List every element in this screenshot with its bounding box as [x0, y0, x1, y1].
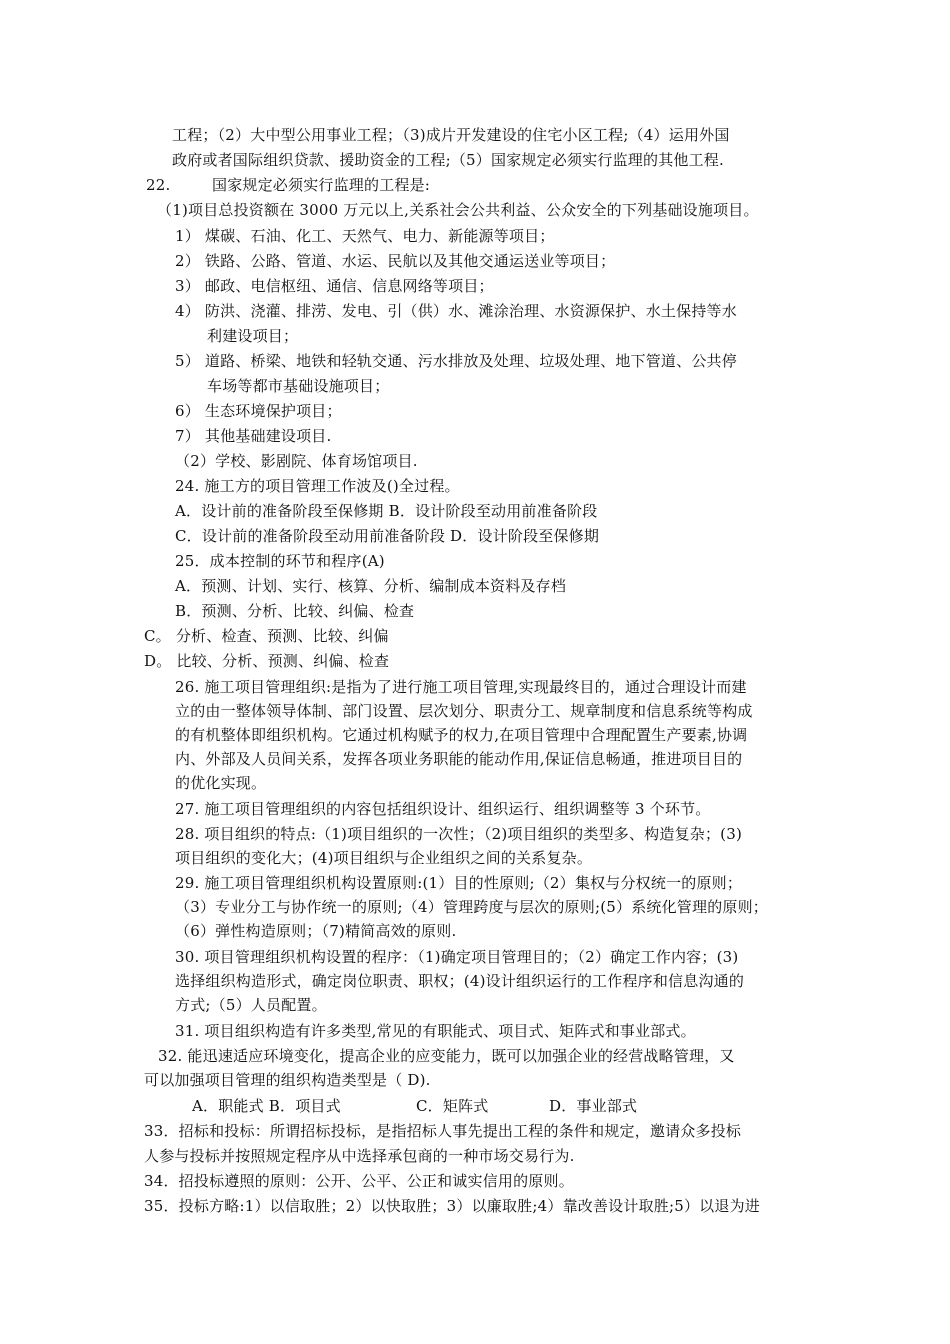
answer-option: B．预测、分析、比较、纠偏、检查 — [175, 602, 415, 620]
text-line: 工程；（2）大中型公用事业工程；（3)成片开发建设的住宅小区工程;（4）运用外国 — [172, 126, 730, 144]
text-line: （2）学校、影剧院、体育场馆项目. — [175, 452, 418, 470]
list-item: 5） 道路、桥梁、地铁和轻轨交通、污水排放及处理、垃圾处理、地下管道、公共停 — [175, 352, 737, 370]
answer-option: D。 比较、分析、预测、纠偏、检查 — [144, 652, 390, 670]
text-line: 选择组织构造形式，确定岗位职责、职权；(4)设计组织运行的工作程序和信息沟通的 — [175, 972, 745, 990]
list-item: 7） 其他基础建设项目. — [175, 427, 332, 445]
list-item: 4） 防洪、浇灌、排涝、发电、引（供）水、滩涂治理、水资源保护、水土保持等水 — [175, 302, 737, 320]
answer-option: C．矩阵式 — [416, 1097, 489, 1115]
text-line: 35．投标方略:1）以信取胜；2）以快取胜；3）以廉取胜;4）靠改善设计取胜;5）以退为进 — [144, 1197, 760, 1215]
text-line: 的优化实现。 — [175, 774, 267, 792]
text-line: 项目组织的变化大；(4)项目组织与企业组织之间的关系复杂。 — [175, 849, 593, 867]
text-line: 的有机整体即组织机构。它通过机构赋予的权力,在项目管理中合理配置生产要素,协调 — [175, 726, 748, 744]
text-line: 内、外部及人员间关系，发挥各项业务职能的能动作用,保证信息畅通，推进项目目的 — [175, 750, 743, 768]
text-line: 29. 施工项目管理组织机构设置原则:(1）目的性原则;（2）集权与分权统一的原则； — [175, 874, 743, 892]
text-line: 国家规定必须实行监理的工程是: — [212, 176, 431, 194]
answer-options: C．设计前的准备阶段至动用前准备阶段 D．设计阶段至保修期 — [175, 527, 600, 545]
list-item-continuation: 利建设项目； — [207, 327, 299, 345]
text-line: 26. 施工项目管理组织:是指为了进行施工项目管理,实现最终目的，通过合理设计而建 — [175, 678, 747, 696]
text-line: 30. 项目管理组织机构设置的程序：（1)确定项目管理目的；（2）确定工作内容；(3) — [175, 948, 739, 966]
list-item: 1） 煤碳、石油、化工、天然气、电力、新能源等项目； — [175, 227, 555, 245]
answer-option: C。 分析、检查、预测、比较、纠偏 — [144, 627, 389, 645]
text-line: 31. 项目组织构造有许多类型,常见的有职能式、项目式、矩阵式和事业部式。 — [175, 1022, 696, 1040]
answer-option: D．事业部式 — [549, 1097, 638, 1115]
answer-options: A．设计前的准备阶段至保修期 B．设计阶段至动用前准备阶段 — [175, 502, 598, 520]
text-line: 方式;（5）人员配置。 — [175, 996, 327, 1014]
question: 24. 施工方的项目管理工作波及()全过程。 — [175, 477, 460, 495]
text-line: 27. 施工项目管理组织的内容包括组织设计、组织运行、组织调整等 3 个环节。 — [175, 800, 711, 818]
text-line: 政府或者国际组织贷款、援助资金的工程;（5）国家规定必须实行监理的其他工程. — [172, 151, 724, 169]
question: 32. 能迅速适应环境变化，提高企业的应变能力，既可以加强企业的经营战略管理，又 — [158, 1047, 735, 1065]
answer-option: A．预测、计划、实行、核算、分析、编制成本资料及存档 — [175, 577, 567, 595]
text-line: 立的由一整体领导体制、部门设置、层次划分、职责分工、规章制度和信息系统等构成 — [175, 702, 753, 720]
text-line: （1)项目总投资额在 3000 万元以上,关系社会公共利益、公众安全的下列基础设施项目。 — [157, 201, 759, 219]
item-number: 22. — [146, 176, 171, 194]
list-item: 3） 邮政、电信枢纽、通信、信息网络等项目； — [175, 277, 494, 295]
text-line: 34．招投标遵照的原则：公开、公平、公正和诚实信用的原则。 — [144, 1172, 574, 1190]
text-line: 人参与投标并按照规定程序从中选择承包商的一种市场交易行为. — [144, 1147, 575, 1165]
text-line: 28. 项目组织的特点:（1)项目组织的一次性；（2)项目组织的类型多、构造复杂；(3) — [175, 825, 743, 843]
text-line: （6）弹性构造原则；（7)精简高效的原则. — [175, 922, 457, 940]
answer-option: A．职能式 B．项目式 — [192, 1097, 341, 1115]
text-line: （3）专业分工与协作统一的原则;（4）管理跨度与层次的原则;(5）系统化管理的原则； — [175, 898, 768, 916]
list-item-continuation: 车场等都市基础设施项目； — [207, 377, 390, 395]
question-continuation: 可以加强项目管理的组织构造类型是（ D). — [144, 1071, 431, 1089]
question: 25．成本控制的环节和程序(A) — [175, 552, 385, 570]
text-line: 33．招标和投标：所谓招标投标，是指招标人事先提出工程的条件和规定，邀请众多投标 — [144, 1122, 742, 1140]
list-item: 6） 生态环境保护项目； — [175, 402, 342, 420]
list-item: 2） 铁路、公路、管道、水运、民航以及其他交通运送业等项目； — [175, 252, 616, 270]
